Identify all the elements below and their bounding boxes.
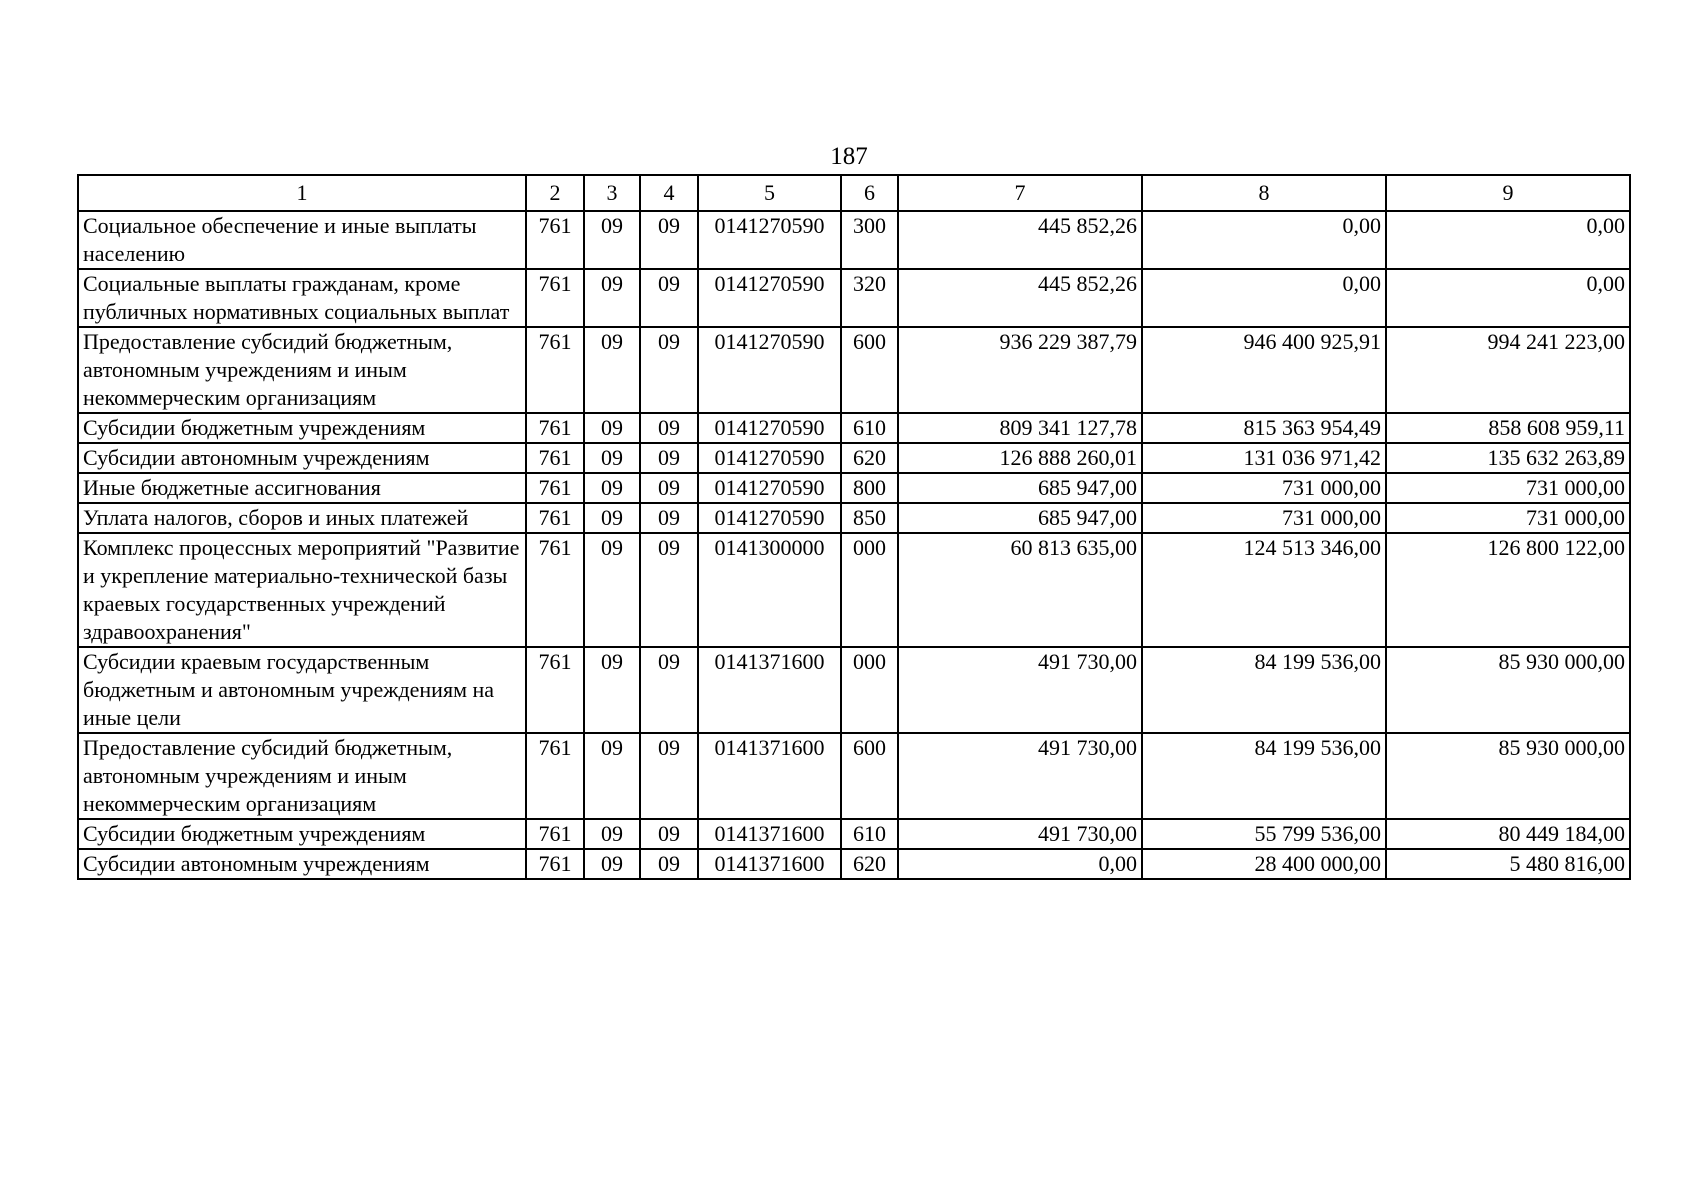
cell-amount: 731 000,00 <box>1142 503 1386 533</box>
cell-amount: 85 930 000,00 <box>1386 647 1630 733</box>
column-header: 4 <box>640 175 698 211</box>
cell-code: 09 <box>640 533 698 647</box>
cell-amount: 85 930 000,00 <box>1386 733 1630 819</box>
cell-amount: 28 400 000,00 <box>1142 849 1386 879</box>
column-header: 8 <box>1142 175 1386 211</box>
cell-code: 09 <box>584 647 640 733</box>
table-row <box>78 327 1630 413</box>
cell-amount: 858 608 959,11 <box>1386 413 1630 443</box>
cell-code: 761 <box>526 733 584 819</box>
row-name: Предоставление субсидий бюджетным, автономным учреждениям и иным некоммерческим организациям <box>78 327 526 413</box>
cell-amount: 731 000,00 <box>1142 473 1386 503</box>
cell-code: 761 <box>526 269 584 327</box>
cell-code: 850 <box>841 503 898 533</box>
row-name: Предоставление субсидий бюджетным, автономным учреждениям и иным некоммерческим организациям <box>78 733 526 819</box>
cell-amount: 685 947,00 <box>898 503 1142 533</box>
cell-code: 09 <box>584 443 640 473</box>
cell-code: 320 <box>841 269 898 327</box>
cell-code: 0141300000 <box>698 533 841 647</box>
table-row <box>78 473 1630 503</box>
cell-amount: 60 813 635,00 <box>898 533 1142 647</box>
cell-amount: 445 852,26 <box>898 269 1142 327</box>
cell-amount: 491 730,00 <box>898 733 1142 819</box>
cell-code: 761 <box>526 819 584 849</box>
cell-amount: 84 199 536,00 <box>1142 733 1386 819</box>
cell-amount: 936 229 387,79 <box>898 327 1142 413</box>
table-row <box>78 211 1630 269</box>
table-row <box>78 733 1630 819</box>
cell-amount: 994 241 223,00 <box>1386 327 1630 413</box>
table-row <box>78 413 1630 443</box>
cell-code: 09 <box>640 849 698 879</box>
cell-amount: 124 513 346,00 <box>1142 533 1386 647</box>
cell-code: 09 <box>584 819 640 849</box>
column-header: 5 <box>698 175 841 211</box>
cell-code: 09 <box>640 733 698 819</box>
cell-amount: 0,00 <box>1386 211 1630 269</box>
cell-code: 09 <box>640 819 698 849</box>
row-name: Субсидии бюджетным учреждениям <box>78 413 526 443</box>
row-name: Комплекс процессных мероприятий "Развитие и укрепление материально-технической базы краевых государственных учреждений здравоохранения" <box>78 533 526 647</box>
cell-amount: 809 341 127,78 <box>898 413 1142 443</box>
table-row <box>78 849 1630 879</box>
row-name: Субсидии бюджетным учреждениям <box>78 819 526 849</box>
row-name: Иные бюджетные ассигнования <box>78 473 526 503</box>
cell-code: 761 <box>526 647 584 733</box>
column-header: 7 <box>898 175 1142 211</box>
cell-amount: 126 800 122,00 <box>1386 533 1630 647</box>
cell-code: 600 <box>841 733 898 819</box>
row-name: Уплата налогов, сборов и иных платежей <box>78 503 526 533</box>
row-name: Субсидии автономным учреждениям <box>78 443 526 473</box>
column-header: 9 <box>1386 175 1630 211</box>
cell-code: 09 <box>584 269 640 327</box>
column-header: 2 <box>526 175 584 211</box>
cell-code: 761 <box>526 413 584 443</box>
cell-code: 0141371600 <box>698 849 841 879</box>
cell-amount: 80 449 184,00 <box>1386 819 1630 849</box>
row-name: Социальное обеспечение и иные выплаты населению <box>78 211 526 269</box>
cell-code: 0141270590 <box>698 503 841 533</box>
cell-code: 761 <box>526 473 584 503</box>
table-row <box>78 533 1630 647</box>
cell-amount: 0,00 <box>1386 269 1630 327</box>
cell-code: 761 <box>526 211 584 269</box>
cell-code: 761 <box>526 503 584 533</box>
cell-code: 761 <box>526 327 584 413</box>
cell-code: 0141270590 <box>698 413 841 443</box>
cell-code: 300 <box>841 211 898 269</box>
cell-code: 09 <box>640 443 698 473</box>
cell-amount: 731 000,00 <box>1386 473 1630 503</box>
cell-code: 0141270590 <box>698 327 841 413</box>
cell-code: 09 <box>640 327 698 413</box>
cell-code: 600 <box>841 327 898 413</box>
cell-code: 09 <box>584 849 640 879</box>
cell-code: 09 <box>640 269 698 327</box>
cell-code: 09 <box>584 327 640 413</box>
table-row <box>78 269 1630 327</box>
cell-amount: 491 730,00 <box>898 819 1142 849</box>
budget-table <box>77 174 1631 880</box>
cell-code: 761 <box>526 443 584 473</box>
cell-code: 09 <box>584 533 640 647</box>
cell-amount: 685 947,00 <box>898 473 1142 503</box>
cell-amount: 445 852,26 <box>898 211 1142 269</box>
cell-amount: 0,00 <box>1142 269 1386 327</box>
cell-amount: 5 480 816,00 <box>1386 849 1630 879</box>
cell-amount: 0,00 <box>1142 211 1386 269</box>
cell-code: 620 <box>841 443 898 473</box>
cell-code: 0141270590 <box>698 269 841 327</box>
column-header: 3 <box>584 175 640 211</box>
cell-code: 0141270590 <box>698 443 841 473</box>
cell-amount: 126 888 260,01 <box>898 443 1142 473</box>
table-row <box>78 647 1630 733</box>
cell-code: 0141270590 <box>698 211 841 269</box>
cell-code: 09 <box>640 211 698 269</box>
cell-code: 09 <box>640 473 698 503</box>
cell-code: 09 <box>584 413 640 443</box>
cell-code: 761 <box>526 849 584 879</box>
cell-amount: 131 036 971,42 <box>1142 443 1386 473</box>
cell-code: 09 <box>584 503 640 533</box>
table-row <box>78 443 1630 473</box>
cell-amount: 946 400 925,91 <box>1142 327 1386 413</box>
cell-code: 09 <box>640 503 698 533</box>
table-row <box>78 503 1630 533</box>
cell-code: 0141371600 <box>698 819 841 849</box>
cell-code: 0141270590 <box>698 473 841 503</box>
cell-code: 09 <box>640 413 698 443</box>
cell-code: 620 <box>841 849 898 879</box>
cell-code: 09 <box>584 211 640 269</box>
cell-code: 0141371600 <box>698 733 841 819</box>
cell-code: 800 <box>841 473 898 503</box>
row-name: Субсидии автономным учреждениям <box>78 849 526 879</box>
cell-amount: 135 632 263,89 <box>1386 443 1630 473</box>
table-row <box>78 819 1630 849</box>
row-name: Субсидии краевым государственным бюджетным и автономным учреждениям на иные цели <box>78 647 526 733</box>
cell-amount: 55 799 536,00 <box>1142 819 1386 849</box>
cell-amount: 491 730,00 <box>898 647 1142 733</box>
cell-code: 0141371600 <box>698 647 841 733</box>
cell-code: 000 <box>841 533 898 647</box>
cell-code: 09 <box>640 647 698 733</box>
cell-code: 761 <box>526 533 584 647</box>
header-row <box>78 175 1630 211</box>
cell-code: 09 <box>584 733 640 819</box>
cell-code: 000 <box>841 647 898 733</box>
cell-code: 610 <box>841 819 898 849</box>
cell-amount: 0,00 <box>898 849 1142 879</box>
cell-amount: 84 199 536,00 <box>1142 647 1386 733</box>
column-header: 1 <box>78 175 526 211</box>
cell-code: 610 <box>841 413 898 443</box>
column-header: 6 <box>841 175 898 211</box>
row-name: Социальные выплаты гражданам, кроме публичных нормативных социальных выплат <box>78 269 526 327</box>
page-number: 187 <box>830 143 868 170</box>
cell-code: 09 <box>584 473 640 503</box>
cell-amount: 815 363 954,49 <box>1142 413 1386 443</box>
cell-amount: 731 000,00 <box>1386 503 1630 533</box>
